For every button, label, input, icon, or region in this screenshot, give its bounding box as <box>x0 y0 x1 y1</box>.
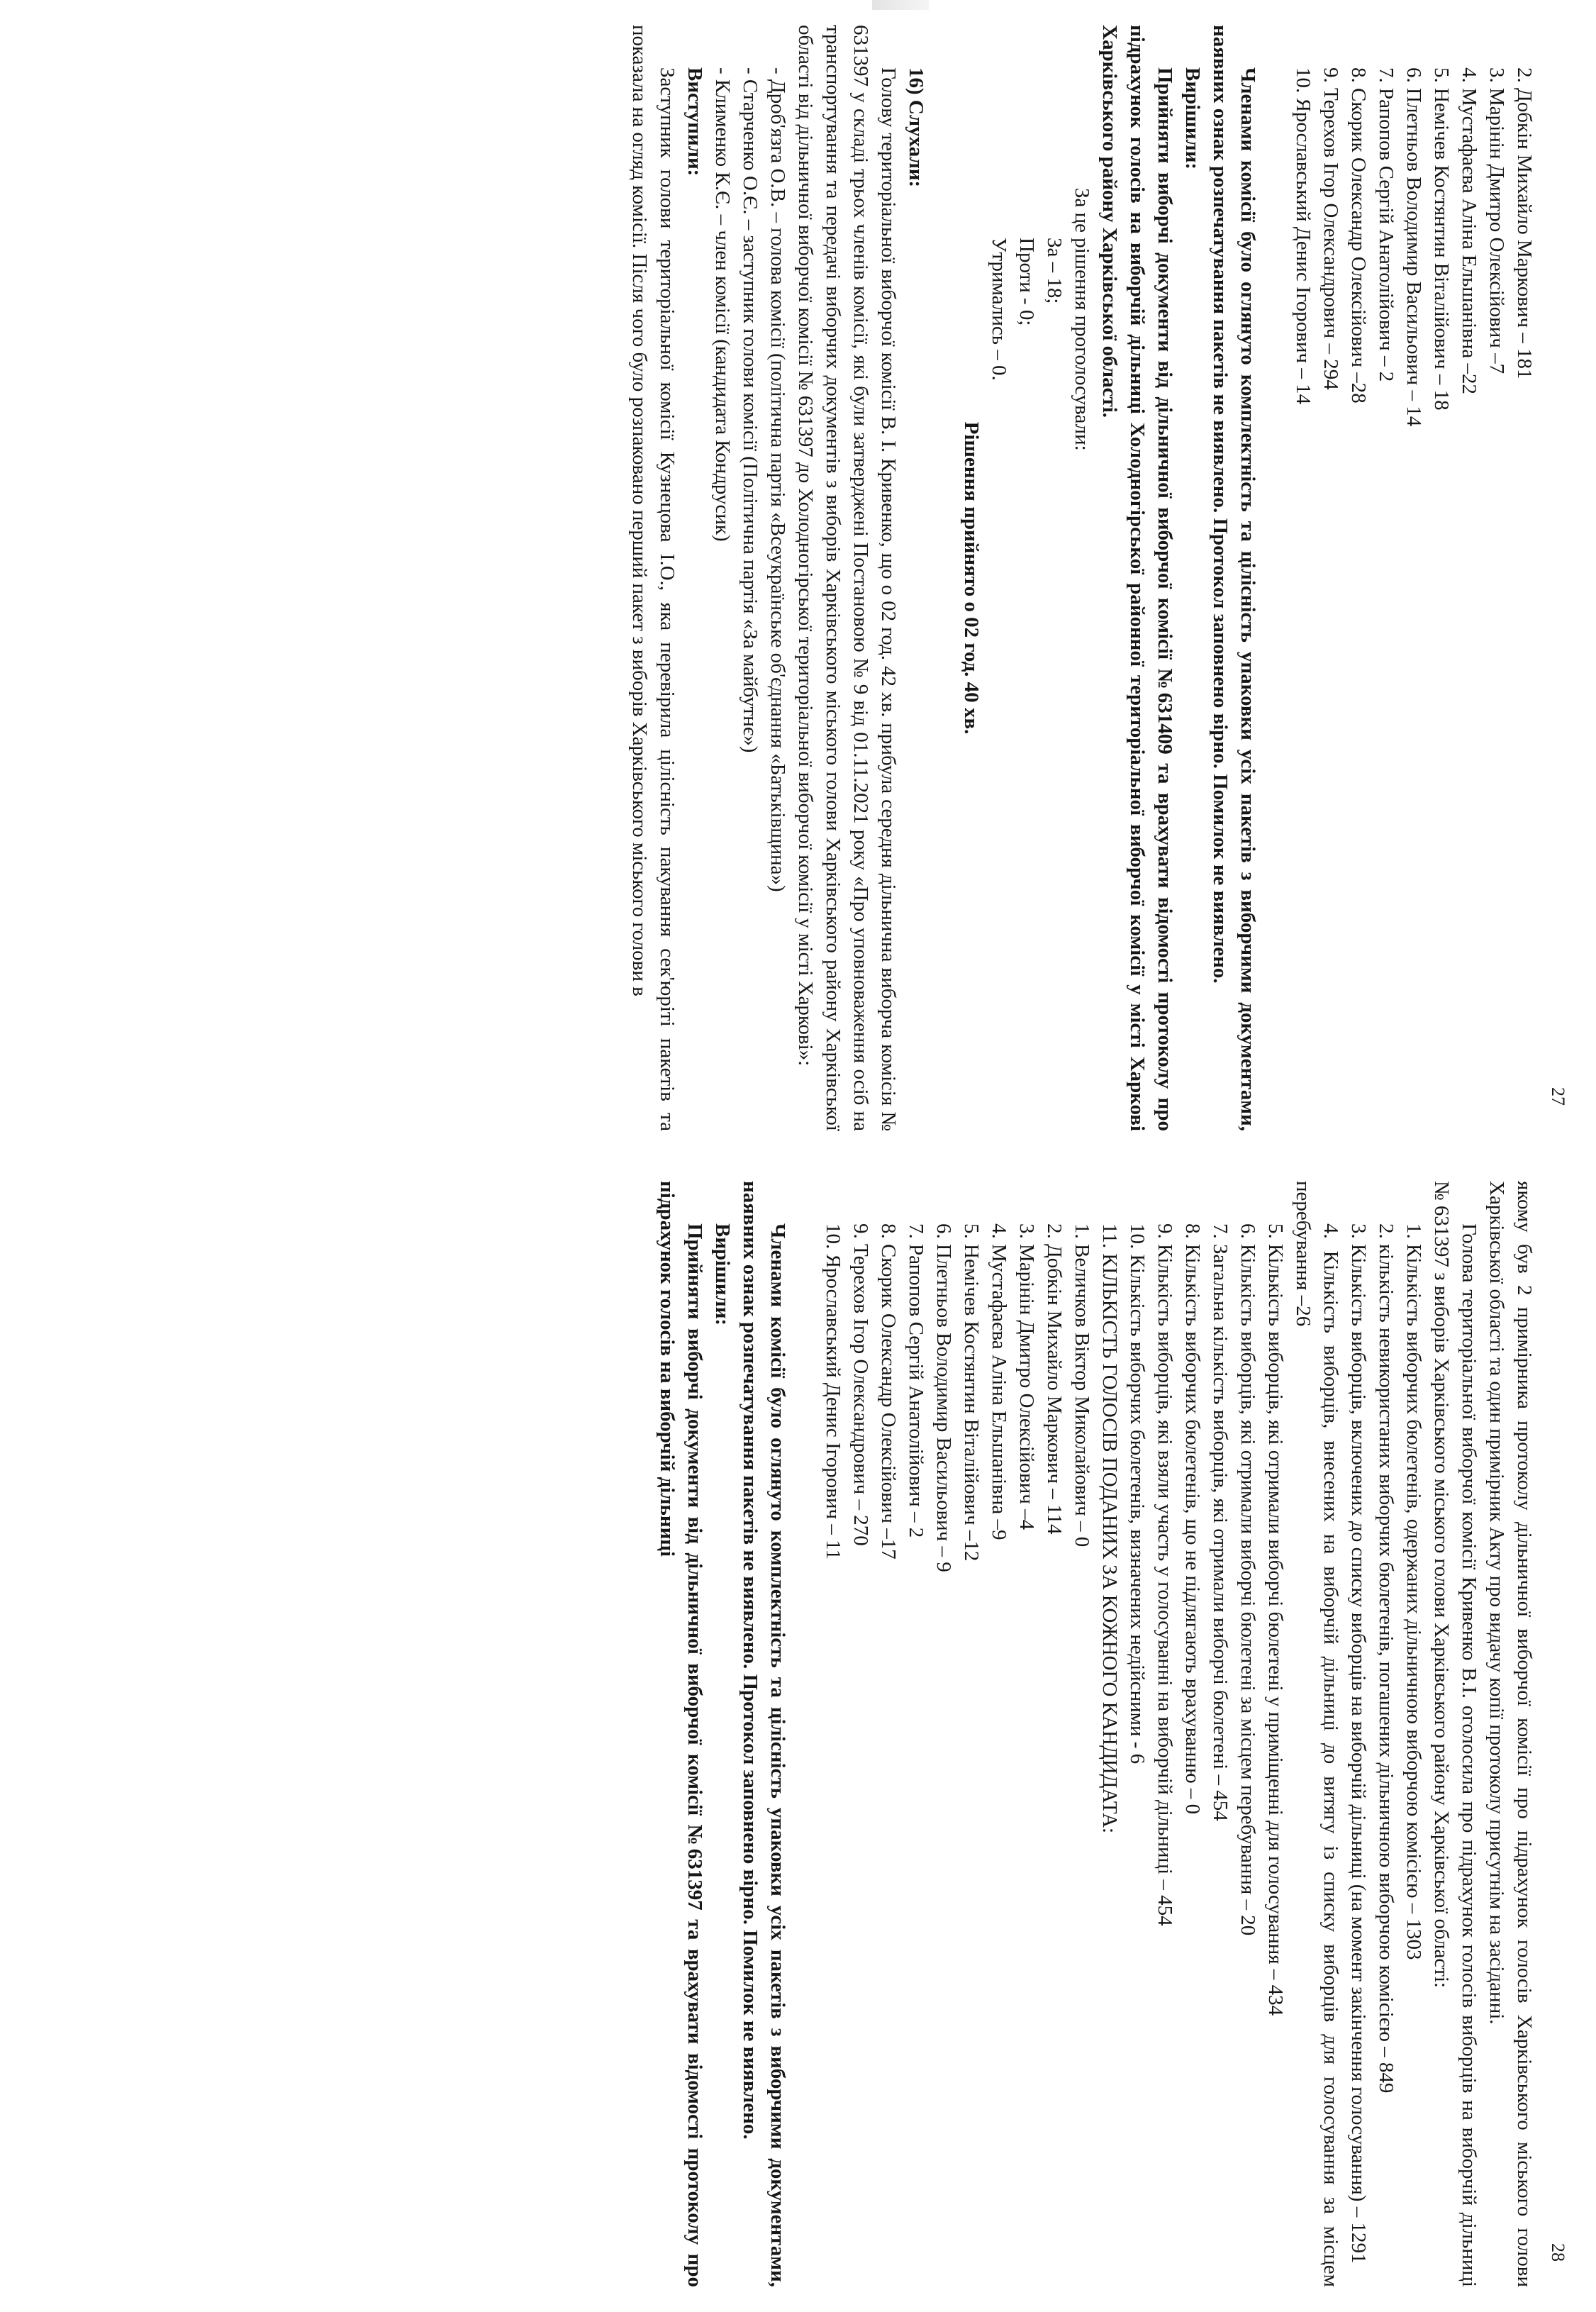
count-stat-line: 1. Кількість виборчих бюлетенів, одержаних дільничною виборчою комісією – 1303 <box>1402 1223 1425 1960</box>
count-stat-line: 9. Кількість виборців, які взяли участь у голосуванні на виборчій дільниці – 454 <box>1154 1223 1176 1926</box>
candidate-vote-line: 4. Мустафаєва Аліна Ельшанівна –22 <box>1458 67 1480 395</box>
page-text-column <box>18 1167 1578 2301</box>
document-page-28 <box>0 1156 1596 2312</box>
scan-artifact <box>872 0 929 10</box>
candidates-heading: 11. КІЛЬКІСТЬ ГОЛОСІВ ПОДАНИХ ЗА КОЖНОГО КАНДИДАТА: <box>1098 1223 1121 1834</box>
count-stat-line: 8. Кількість виборчих бюлетенів, що не підлягають врахуванню – 0 <box>1181 1223 1204 1815</box>
candidate-vote-line: 7. Рапопов Сергій Анатолійович – 2 <box>1375 67 1397 382</box>
candidate-vote-line: 6. Плетньов Володимир Васильович – 14 <box>1402 67 1425 427</box>
candidate-vote-line: 1. Величков Віктор Миколайович – 0 <box>1071 1223 1093 1547</box>
candidate-vote-line: 9. Терехов Ігор Олександрович – 270 <box>849 1223 872 1546</box>
count-stat-line: 2. кількість невикористаних виборчих бюлетенів, погашених дільничною виборчою комісією – 849 <box>1375 1223 1397 2094</box>
rotated-page-content <box>18 11 1578 1145</box>
candidate-vote-line: 6. Плетньов Володимир Васильович – 9 <box>932 1223 955 1572</box>
count-stat-line: 6. Кількість виборців, які отримали виборчі бюлетені за місцем перебування – 20 <box>1237 1223 1259 1936</box>
decided-heading: Вирішили: <box>711 1223 734 1326</box>
inspection-paragraph: Членами комісії було оглянуто комплектність та цілісність упаковки усіх пакетів з виборчими документами, наявних ознак розпечатування пакетів не виявлено. Протокол заповнено вірно. Помилок не виявлено. <box>1209 25 1259 1131</box>
decided-heading: Вирішили: <box>1181 67 1204 170</box>
candidate-vote-line: 7. Рапопов Сергій Анатолійович – 2 <box>905 1223 927 1538</box>
candidate-vote-line: 3. Марінін Дмитро Олексійович –4 <box>1015 1223 1038 1530</box>
candidate-vote-line: 8. Скорик Олександр Олексійович –28 <box>1347 67 1370 404</box>
inspection-paragraph: Членами комісії було оглянуто комплектність та цілісність упаковки усіх пакетів з виборчими документами, наявних ознак розпечатування пакетів не виявлено. Протокол заповнено вірно. Помилок не виявлено. <box>739 1181 789 2287</box>
page-text-column <box>18 11 1578 1145</box>
continuation-paragraph: якому був 2 примірника протоколу дільничної виборчої комісії про підрахунок голосів Харківського міського голови Харківської області та один примірник Акту про видачу копії протоколу присутнім на засіданні. <box>1485 1181 1536 2287</box>
vote-abstain: Утримались – 0. <box>988 238 1010 381</box>
count-stat-line: 3. Кількість виборців, включених до списку виборців на виборчій дільниці (на момент закінчення голосування) – 1291 <box>1347 1223 1370 2264</box>
speech-paragraph: Заступник голови територіальної комісії Кузнецова І.О., яка перевірила цілісність пакування сек'юріті пакетів та показала на огляд комісії. Після чого було розпаковано перший пакет з виборів Харківського міського голови в <box>628 25 679 1131</box>
candidate-vote-line: 4. Мустафаєва Аліна Ельшанівна –9 <box>988 1223 1010 1540</box>
announcement-paragraph: Голова територіальної виборчої комісії Кривенко В.І. оголосила про підрахунок голосів виборців на виборчій дільниці № 631397 з виборів Харківського міського голови Харківського району Харківської області: <box>1430 1181 1480 2287</box>
commission-member-line: - Клименко К.Є. – член комісії (кандидата Кондрусик) <box>711 67 734 542</box>
decision-time: Рішення прийнято о 02 год. 40 хв. <box>960 421 983 735</box>
candidate-vote-line: 2. Добкін Михайло Маркович – 181 <box>1513 67 1536 379</box>
decision-paragraph: Прийняти виборчі документи від дільничної виборчої комісії №631409 та врахувати відомості протоколу про підрахунок голосів на виборчій дільниці Холодногірської районної територіальної виборчої комісії у місті Харкові Харківського району Харківської області. <box>1098 25 1176 1131</box>
page-number: 28 <box>1548 2243 1568 2262</box>
vote-for: За – 18; <box>1043 238 1066 304</box>
commission-member-line: - Старченко О.Є. – заступник голови комісії (Політична партія «За майбутнє») <box>739 67 761 753</box>
decision-paragraph: Прийняти виборчі документи від дільничної виборчої комісії №631397 та врахувати відомості протоколу про підрахунок голосів на виборчій дільниці <box>656 1181 706 2287</box>
candidate-vote-line: 10. Ярославський Денис Ігорович – 11 <box>822 1223 844 1560</box>
count-stat-line: 4. Кількість виборців, внесених на виборчій дільниці до витягу із списку виборців для голосування за місцем перебування –26 <box>1292 1181 1342 2287</box>
commission-member-line: - Дроб'язга О.В. – голова комісії (політична партія «Всеукраїнське об'єднання «Батьківщина») <box>766 67 789 892</box>
candidate-vote-line: 5. Немічев Костянтин Віталійович –12 <box>960 1223 983 1562</box>
spoke-heading: Виступили: <box>683 67 706 177</box>
count-stat-line: 10. Кількість виборчих бюлетенів, визначених недійсними - 6 <box>1126 1223 1149 1764</box>
heard-heading: 16) Слухали: <box>905 67 927 188</box>
page-number: 27 <box>1548 1087 1568 1106</box>
count-stat-line: 5. Кількість виборців, які отримали виборчі бюлетені у приміщенні для голосування – 434 <box>1264 1223 1287 2016</box>
vote-against: Проти - 0; <box>1015 238 1038 326</box>
count-stat-line: 7. Загальна кількість виборців, які отримали виборчі бюлетені – 454 <box>1209 1223 1232 1821</box>
candidate-vote-line: 9. Терехов Ігор Олександрович – 294 <box>1319 67 1342 390</box>
candidate-vote-line: 8. Скорик Олександр Олексійович –17 <box>877 1223 900 1560</box>
arrival-paragraph: Голову територіальної виборчої комісії В. І. Кривенко, що о 02 год. 42 хв. прибула середня дільнична виборча комісія № 631397 у складі трьох членів комісії, які були затверджені Постановою № 9 від 01.11.2021 року «Про уповноваження осіб на транспортування та передачі виборчих документів з виборів Харківського міського голови Харківського району Харківської області від дільничної виборчої комісії № 631397 до Холодногірської територіальної виборчої комісії у місті Харкові»: <box>794 25 900 1131</box>
candidate-vote-line: 5. Немічев Костянтин Віталійович – 18 <box>1430 67 1453 411</box>
vote-intro: За це рішення проголосували: <box>1071 188 1093 451</box>
candidate-vote-line: 2. Добкін Михайло Маркович – 114 <box>1043 1223 1066 1535</box>
candidate-vote-line: 10. Ярославський Денис Ігорович – 14 <box>1292 67 1315 405</box>
rotated-page-content <box>18 1167 1578 2301</box>
candidate-vote-line: 3. Марінін Дмитро Олексійович –7 <box>1485 67 1508 374</box>
